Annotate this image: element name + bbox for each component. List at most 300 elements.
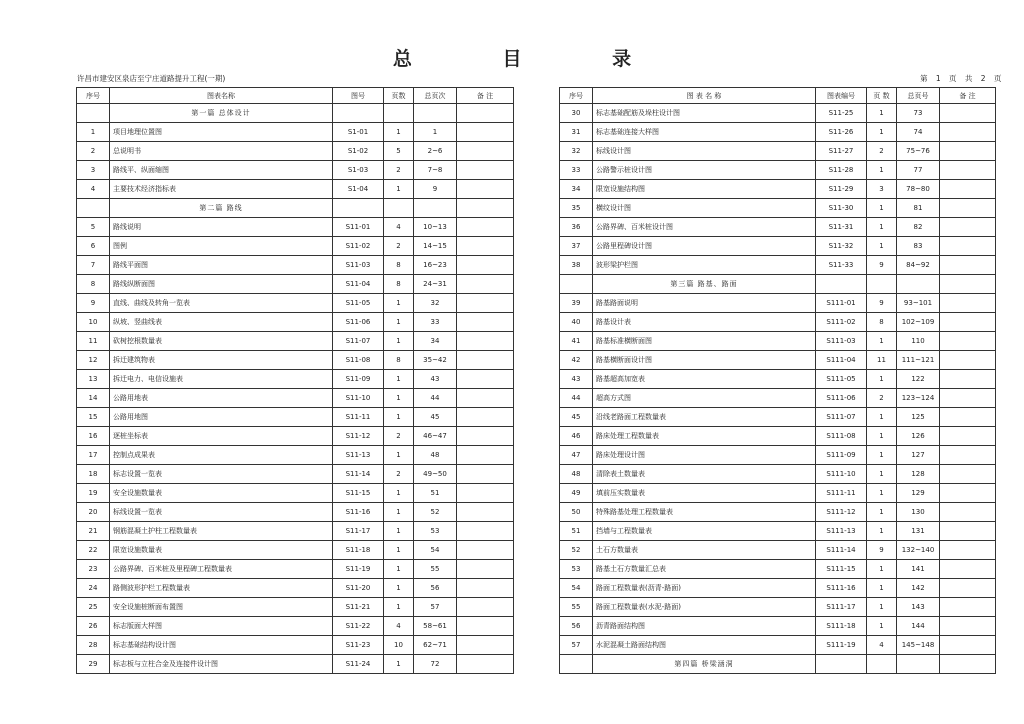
- remark: [940, 104, 996, 123]
- drawing-name: 路侧波形护栏工程数量表: [110, 579, 333, 598]
- remark: [457, 180, 514, 199]
- remark: [457, 237, 514, 256]
- drawing-code: S11-19: [333, 560, 384, 579]
- remark: [940, 370, 996, 389]
- header-total: 总页号: [897, 88, 940, 104]
- total-pages: 24~31: [414, 275, 457, 294]
- total-pages: 78~80: [897, 180, 940, 199]
- table-row: [560, 579, 996, 598]
- header-total: 总页次: [414, 88, 457, 104]
- header-note: 备 注: [940, 88, 996, 104]
- remark: [457, 218, 514, 237]
- drawing-name: 路线平面图: [110, 256, 333, 275]
- row-number: 33: [560, 161, 593, 180]
- drawing-name: 拆迁建筑物表: [110, 351, 333, 370]
- remark: [457, 275, 514, 294]
- remark: [940, 351, 996, 370]
- row-number: 19: [77, 484, 110, 503]
- total-pages: 131: [897, 522, 940, 541]
- total-pages: 144: [897, 617, 940, 636]
- row-number: 20: [77, 503, 110, 522]
- remark: [457, 522, 514, 541]
- total-pages: 102~109: [897, 313, 940, 332]
- section-row: [77, 199, 514, 218]
- page-count: 1: [867, 199, 897, 218]
- drawing-name: 路基横断面设计图: [593, 351, 816, 370]
- drawing-code: S11-03: [333, 256, 384, 275]
- drawing-code: S111-11: [816, 484, 867, 503]
- page-count: 1: [867, 408, 897, 427]
- table-header-row: [560, 88, 996, 104]
- drawing-name: 标志基础配筋及垛柱设计图: [593, 104, 816, 123]
- header-code: 图号: [333, 88, 384, 104]
- remark: [457, 332, 514, 351]
- table-row: [560, 256, 996, 275]
- remark: [457, 294, 514, 313]
- total-pages: 132~140: [897, 541, 940, 560]
- header-code: 图表编号: [816, 88, 867, 104]
- page-count: 11: [867, 351, 897, 370]
- table-row: [560, 465, 996, 484]
- remark: [457, 446, 514, 465]
- total-pages: 110: [897, 332, 940, 351]
- remark: [940, 560, 996, 579]
- table-row: [560, 123, 996, 142]
- drawing-code: S111-01: [816, 294, 867, 313]
- drawing-code: S11-13: [333, 446, 384, 465]
- drawing-code: S11-17: [333, 522, 384, 541]
- remark: [940, 484, 996, 503]
- drawing-name: 砍树挖根数量表: [110, 332, 333, 351]
- row-number: 21: [77, 522, 110, 541]
- drawing-code: S11-11: [333, 408, 384, 427]
- remark: [940, 598, 996, 617]
- page-count: 1: [384, 579, 414, 598]
- total-pages: 81: [897, 199, 940, 218]
- drawing-name: 图例: [110, 237, 333, 256]
- drawing-code: S11-31: [816, 218, 867, 237]
- table-row: [560, 598, 996, 617]
- drawing-name: 公路警示桩设计图: [593, 161, 816, 180]
- total-pages: 77: [897, 161, 940, 180]
- drawing-code: S11-24: [333, 655, 384, 674]
- project-name: 许昌市建安区泉店至宁庄道路提升工程(一期): [77, 74, 226, 83]
- drawing-name: 项目地理位置图: [110, 123, 333, 142]
- drawing-code: S111-05: [816, 370, 867, 389]
- table-row: [77, 161, 514, 180]
- table-row: [560, 104, 996, 123]
- table-row: [560, 617, 996, 636]
- row-number: 18: [77, 465, 110, 484]
- total-pages: 58~61: [414, 617, 457, 636]
- row-number: 44: [560, 389, 593, 408]
- page-count: 4: [867, 636, 897, 655]
- remark: [457, 484, 514, 503]
- remark: [457, 142, 514, 161]
- row-number: 24: [77, 579, 110, 598]
- table-row: [77, 636, 514, 655]
- total-pages: 10~13: [414, 218, 457, 237]
- total-pages: 82: [897, 218, 940, 237]
- drawing-name: 特殊路基处理工程数量表: [593, 503, 816, 522]
- total-pages: 128: [897, 465, 940, 484]
- drawing-name: 波形梁护栏图: [593, 256, 816, 275]
- drawing-name: 路面工程数量表(水泥-路面): [593, 598, 816, 617]
- section-no-cell: [77, 104, 110, 123]
- drawing-code: S11-01: [333, 218, 384, 237]
- table-row: [77, 180, 514, 199]
- remark: [940, 256, 996, 275]
- drawing-name: 挡墙与工程数量表: [593, 522, 816, 541]
- remark: [457, 427, 514, 446]
- drawing-name: 沥青路面结构图: [593, 617, 816, 636]
- total-pages: 48: [414, 446, 457, 465]
- drawing-name: 路基设计表: [593, 313, 816, 332]
- page-count: 1: [867, 579, 897, 598]
- remark: [457, 541, 514, 560]
- total-pages: 126: [897, 427, 940, 446]
- drawing-name: 路床处理设计图: [593, 446, 816, 465]
- row-number: 7: [77, 256, 110, 275]
- row-number: 38: [560, 256, 593, 275]
- drawing-name: 公路界碑、百米桩设计图: [593, 218, 816, 237]
- drawing-name: 标志基础连接大样图: [593, 123, 816, 142]
- drawing-code: S11-28: [816, 161, 867, 180]
- drawing-code: S11-10: [333, 389, 384, 408]
- row-number: 47: [560, 446, 593, 465]
- row-number: 14: [77, 389, 110, 408]
- page-count: 1: [384, 522, 414, 541]
- total-pages: 74: [897, 123, 940, 142]
- table-row: [77, 579, 514, 598]
- drawing-name: 标线设计图: [593, 142, 816, 161]
- row-number: 35: [560, 199, 593, 218]
- section-title: 第一篇 总体设计: [110, 104, 333, 123]
- page-count: 1: [384, 484, 414, 503]
- table-row: [77, 541, 514, 560]
- page-count: 1: [867, 218, 897, 237]
- table-row: [77, 446, 514, 465]
- total-pages: 57: [414, 598, 457, 617]
- section-no-cell: [77, 199, 110, 218]
- total-pages: 83: [897, 237, 940, 256]
- drawing-code: S111-19: [816, 636, 867, 655]
- page-count: 1: [384, 370, 414, 389]
- total-pages: 127: [897, 446, 940, 465]
- header-pages: 页数: [384, 88, 414, 104]
- total-pages: 7~8: [414, 161, 457, 180]
- row-number: 4: [77, 180, 110, 199]
- total-pages: 56: [414, 579, 457, 598]
- table-row: [77, 598, 514, 617]
- drawing-name: 公路用地图: [110, 408, 333, 427]
- drawing-name: 填前压实数量表: [593, 484, 816, 503]
- total-pages: 73: [897, 104, 940, 123]
- row-number: 3: [77, 161, 110, 180]
- total-pages: 145~148: [897, 636, 940, 655]
- section-row: [560, 655, 996, 674]
- drawing-code: S11-26: [816, 123, 867, 142]
- row-number: 28: [77, 636, 110, 655]
- table-row: [560, 161, 996, 180]
- remark: [940, 313, 996, 332]
- section-empty-cell: [940, 275, 996, 294]
- drawing-code: S111-17: [816, 598, 867, 617]
- page-count: 1: [867, 560, 897, 579]
- drawing-code: S111-04: [816, 351, 867, 370]
- header-no: 序号: [560, 88, 593, 104]
- section-row: [560, 275, 996, 294]
- remark: [457, 579, 514, 598]
- drawing-code: S111-08: [816, 427, 867, 446]
- table-row: [77, 617, 514, 636]
- row-number: 26: [77, 617, 110, 636]
- total-pages: 46~47: [414, 427, 457, 446]
- table-row: [560, 446, 996, 465]
- drawing-name: 钢筋混凝土护柱工程数量表: [110, 522, 333, 541]
- total-pages: 143: [897, 598, 940, 617]
- drawing-code: S111-15: [816, 560, 867, 579]
- page-count: 1: [384, 313, 414, 332]
- row-number: 1: [77, 123, 110, 142]
- page-info: 第 1 页 共 2 页: [920, 74, 1002, 83]
- table-row: [560, 142, 996, 161]
- row-number: 9: [77, 294, 110, 313]
- total-pages: 54: [414, 541, 457, 560]
- page-count: 4: [384, 218, 414, 237]
- page-count: 10: [384, 636, 414, 655]
- remark: [457, 598, 514, 617]
- total-pages: 75~76: [897, 142, 940, 161]
- remark: [940, 465, 996, 484]
- drawing-code: S11-08: [333, 351, 384, 370]
- page-count: 9: [867, 256, 897, 275]
- table-row: [77, 560, 514, 579]
- remark: [940, 180, 996, 199]
- page-count: 4: [384, 617, 414, 636]
- row-number: 17: [77, 446, 110, 465]
- table-row: [560, 427, 996, 446]
- total-pages: 32: [414, 294, 457, 313]
- page-count: 8: [384, 275, 414, 294]
- drawing-code: S11-09: [333, 370, 384, 389]
- total-pages: 14~15: [414, 237, 457, 256]
- section-empty-cell: [940, 655, 996, 674]
- page-count: 1: [867, 484, 897, 503]
- drawing-name: 公路里程碑设计图: [593, 237, 816, 256]
- row-number: 48: [560, 465, 593, 484]
- remark: [940, 142, 996, 161]
- drawing-code: S11-25: [816, 104, 867, 123]
- drawing-name: 纵坡、竖曲线表: [110, 313, 333, 332]
- table-row: [77, 275, 514, 294]
- row-number: 22: [77, 541, 110, 560]
- drawing-name: 控制点成果表: [110, 446, 333, 465]
- drawing-name: 路线纵断面图: [110, 275, 333, 294]
- header-note: 备 注: [457, 88, 514, 104]
- page-count: 3: [867, 180, 897, 199]
- drawing-code: S11-16: [333, 503, 384, 522]
- section-no-cell: [560, 655, 593, 674]
- section-title: 第三篇 路基、路面: [593, 275, 816, 294]
- total-pages: 55: [414, 560, 457, 579]
- total-pages: 93~101: [897, 294, 940, 313]
- table-row: [560, 389, 996, 408]
- total-pages: 1: [414, 123, 457, 142]
- page-count: 8: [384, 256, 414, 275]
- drawing-code: S111-06: [816, 389, 867, 408]
- table-row: [77, 142, 514, 161]
- row-number: 36: [560, 218, 593, 237]
- row-number: 40: [560, 313, 593, 332]
- row-number: 8: [77, 275, 110, 294]
- row-number: 39: [560, 294, 593, 313]
- section-empty-cell: [867, 275, 897, 294]
- table-row: [77, 503, 514, 522]
- row-number: 12: [77, 351, 110, 370]
- table-row: [560, 313, 996, 332]
- drawing-name: 路基路面说明: [593, 294, 816, 313]
- table-row: [77, 427, 514, 446]
- section-empty-cell: [816, 275, 867, 294]
- drawing-code: S111-09: [816, 446, 867, 465]
- page-count: 1: [867, 617, 897, 636]
- total-pages: 49~50: [414, 465, 457, 484]
- drawing-code: S11-20: [333, 579, 384, 598]
- total-pages: 16~23: [414, 256, 457, 275]
- row-number: 34: [560, 180, 593, 199]
- remark: [457, 408, 514, 427]
- document-title: 总 目 录: [392, 48, 674, 70]
- total-pages: 44: [414, 389, 457, 408]
- drawing-code: S11-32: [816, 237, 867, 256]
- section-no-cell: [560, 275, 593, 294]
- section-empty-cell: [333, 104, 384, 123]
- drawing-name: 限宽设施结构图: [593, 180, 816, 199]
- drawing-name: 限宽设施数量表: [110, 541, 333, 560]
- drawing-code: S111-10: [816, 465, 867, 484]
- remark: [457, 256, 514, 275]
- table-row: [560, 408, 996, 427]
- remark: [940, 636, 996, 655]
- row-number: 50: [560, 503, 593, 522]
- drawing-code: S111-13: [816, 522, 867, 541]
- section-empty-cell: [816, 655, 867, 674]
- table-row: [77, 351, 514, 370]
- total-pages: 125: [897, 408, 940, 427]
- total-pages: 34: [414, 332, 457, 351]
- remark: [457, 351, 514, 370]
- table-row: [77, 465, 514, 484]
- page-count: 1: [867, 503, 897, 522]
- page-count: 1: [867, 427, 897, 446]
- drawing-code: S11-22: [333, 617, 384, 636]
- section-empty-cell: [457, 199, 514, 218]
- table-row: [77, 389, 514, 408]
- page-count: 1: [384, 389, 414, 408]
- row-number: 23: [77, 560, 110, 579]
- contents-table-left: [76, 87, 514, 674]
- drawing-code: S111-07: [816, 408, 867, 427]
- remark: [457, 560, 514, 579]
- table-row: [560, 522, 996, 541]
- remark: [940, 294, 996, 313]
- drawing-name: 主要技术经济指标表: [110, 180, 333, 199]
- page-count: 2: [867, 389, 897, 408]
- row-number: 57: [560, 636, 593, 655]
- total-pages: 2~6: [414, 142, 457, 161]
- drawing-name: 路基土石方数量汇总表: [593, 560, 816, 579]
- header-pages: 页 数: [867, 88, 897, 104]
- drawing-code: S11-02: [333, 237, 384, 256]
- table-row: [560, 370, 996, 389]
- drawing-code: S111-12: [816, 503, 867, 522]
- page-count: 1: [384, 123, 414, 142]
- table-row: [77, 123, 514, 142]
- drawing-name: 路基标准横断面图: [593, 332, 816, 351]
- page-count: 2: [867, 142, 897, 161]
- table-row: [560, 199, 996, 218]
- page-count: 2: [384, 161, 414, 180]
- drawing-code: S1-01: [333, 123, 384, 142]
- drawing-name: 水泥混凝土路面结构图: [593, 636, 816, 655]
- drawing-code: S11-12: [333, 427, 384, 446]
- remark: [940, 218, 996, 237]
- table-row: [560, 218, 996, 237]
- table-row: [77, 484, 514, 503]
- drawing-code: S11-33: [816, 256, 867, 275]
- remark: [940, 237, 996, 256]
- row-number: 54: [560, 579, 593, 598]
- drawing-code: S11-14: [333, 465, 384, 484]
- page-count: 1: [867, 446, 897, 465]
- remark: [457, 655, 514, 674]
- drawing-code: S1-03: [333, 161, 384, 180]
- page-count: 1: [867, 161, 897, 180]
- remark: [457, 617, 514, 636]
- drawing-code: S11-23: [333, 636, 384, 655]
- drawing-code: S11-21: [333, 598, 384, 617]
- row-number: 5: [77, 218, 110, 237]
- total-pages: 51: [414, 484, 457, 503]
- table-row: [560, 560, 996, 579]
- drawing-code: S111-18: [816, 617, 867, 636]
- remark: [457, 636, 514, 655]
- table-row: [77, 218, 514, 237]
- page-count: 9: [867, 294, 897, 313]
- row-number: 2: [77, 142, 110, 161]
- table-row: [560, 294, 996, 313]
- drawing-name: 路线说明: [110, 218, 333, 237]
- contents-table-right: [559, 87, 996, 674]
- drawing-name: 清除表土数量表: [593, 465, 816, 484]
- table-row: [77, 294, 514, 313]
- drawing-name: 路床处理工程数量表: [593, 427, 816, 446]
- section-empty-cell: [897, 275, 940, 294]
- drawing-name: 逐桩坐标表: [110, 427, 333, 446]
- drawing-code: S111-02: [816, 313, 867, 332]
- drawing-code: S11-29: [816, 180, 867, 199]
- table-row: [560, 237, 996, 256]
- remark: [457, 503, 514, 522]
- table-row: [560, 180, 996, 199]
- page-count: 1: [384, 332, 414, 351]
- total-pages: 53: [414, 522, 457, 541]
- drawing-name: 土石方数量表: [593, 541, 816, 560]
- remark: [457, 161, 514, 180]
- drawing-name: 路基超高加宽表: [593, 370, 816, 389]
- total-pages: 141: [897, 560, 940, 579]
